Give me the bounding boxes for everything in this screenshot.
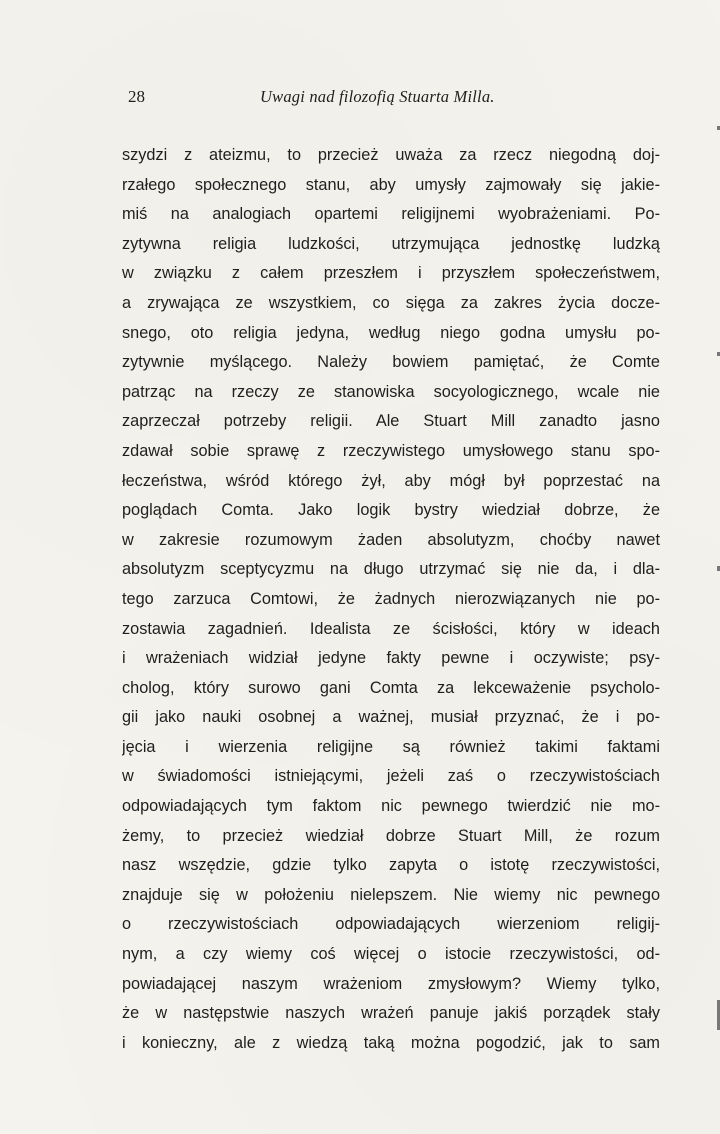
- text-line: gii jako nauki osobnej a ważnej, musiał przyznać, że i po-: [122, 708, 660, 727]
- text-line: zytywnie myślącego. Należy bowiem pamiętać, że Comte: [122, 353, 660, 372]
- text-line: patrząc na rzeczy ze stanowiska socyologicznego, wcale nie: [122, 382, 660, 401]
- text-line: zdawał sobie sprawę z rzeczywistego umysłowego stanu spo-: [122, 441, 660, 460]
- text-line: absolutyzm sceptycyzmu na długo utrzymać się nie da, i dla-: [122, 560, 660, 579]
- text-line: nasz wszędzie, gdzie tylko zapyta o istotę rzeczywistości,: [122, 856, 660, 875]
- running-title: Uwagi nad filozofią Stuarta Milla.: [260, 87, 495, 106]
- text-line: tego zarzuca Comtowi, że żadnych nierozwiązanych nie po-: [122, 589, 660, 608]
- text-line: poglądach Comta. Jako logik bystry wiedział dobrze, że: [122, 501, 660, 520]
- text-line: w zakresie rozumowym żaden absolutyzm, choćby nawet: [122, 530, 660, 549]
- text-line: powiadającej naszym wrażeniom zmysłowym? Wiemy tylko,: [122, 974, 660, 993]
- text-line: rzałego społecznego stanu, aby umysły zajmowały się jakie-: [122, 175, 660, 194]
- text-line: zaprzeczał potrzeby religii. Ale Stuart Mill zanadto jasno: [122, 412, 660, 431]
- text-line: cholog, który surowo gani Comta za lekceważenie psycholo-: [122, 678, 660, 697]
- text-line: szydzi z ateizmu, to przecież uważa za rzecz niegodną doj-: [122, 146, 660, 164]
- text-line: w związku z całem przeszłem i przyszłem społeczeństwem,: [122, 264, 660, 283]
- text-line: w świadomości istniejącymi, jeżeli zaś o rzeczywistościach: [122, 767, 660, 786]
- text-line: miś na analogiach opartemi religijnemi wyobrażeniami. Po-: [122, 205, 660, 224]
- text-line: łeczeństwa, wśród którego żył, aby mógł był poprzestać na: [122, 471, 660, 490]
- text-line: odpowiadających tym faktom nic pewnego twierdzić nie mo-: [122, 797, 660, 816]
- text-line: o rzeczywistościach odpowiadających wierzeniom religij-: [122, 915, 660, 934]
- text-line: a zrywająca ze wszystkiem, co sięga za zakres życia docze-: [122, 293, 660, 312]
- page-header: [128, 87, 548, 111]
- text-line: jęcia i wierzenia religijne są również takimi faktami: [122, 737, 660, 756]
- text-line: zytywna religia ludzkości, utrzymująca jednostkę ludzką: [122, 234, 660, 253]
- text-line: zostawia zagadnień. Idealista ze ścisłości, który w ideach: [122, 619, 660, 638]
- text-line: że w następstwie naszych wrażeń panuje jakiś porządek stały: [122, 1004, 660, 1023]
- text-line: i wrażeniach widział jedyne fakty pewne i oczywiste; psy-: [122, 649, 660, 668]
- page-number: 28: [128, 87, 145, 106]
- text-line: nym, a czy wiemy coś więcej o istocie rzeczywistości, od-: [122, 945, 660, 964]
- body-text: [122, 141, 660, 1058]
- text-line: i konieczny, ale z wiedzą taką można pogodzić, jak to sam: [122, 1033, 660, 1052]
- text-line: żemy, to przecież wiedział dobrze Stuart Mill, że rozum: [122, 826, 660, 845]
- text-line: snego, oto religia jedyna, według niego godna umysłu po-: [122, 323, 660, 342]
- text-line: znajduje się w położeniu nielepszem. Nie wiemy nic pewnego: [122, 885, 660, 904]
